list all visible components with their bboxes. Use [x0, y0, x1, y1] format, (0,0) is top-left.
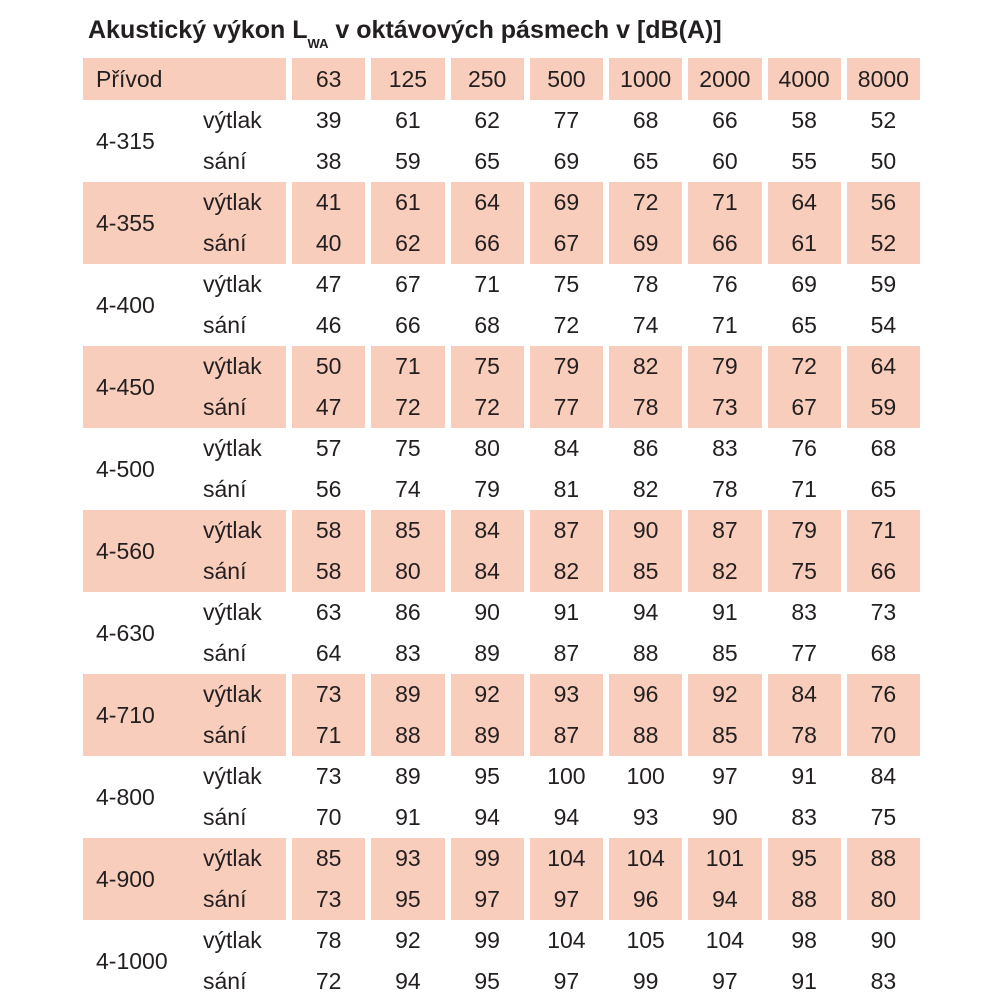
value-cell-vytlak-2000: 97: [682, 756, 761, 797]
value-cell-sani-250: 89: [445, 715, 524, 756]
table-group-4-710: [83, 674, 920, 756]
mode-label-sani: sání: [203, 715, 286, 756]
value-cell-vytlak-250: 92: [445, 674, 524, 715]
size-cell: 4-630: [96, 619, 155, 646]
mode-label-sani: sání: [203, 640, 247, 666]
value-cell-sani-500: 97: [524, 961, 603, 1000]
table-group-4-630: [83, 592, 920, 674]
value-cell-vytlak-250: 80: [445, 428, 524, 469]
value-cell-sani-125: 95: [365, 879, 444, 920]
table-group-4-800: [83, 756, 920, 838]
value-cell-sani-63: 56: [286, 469, 365, 510]
value-cell-sani-4000: 77: [762, 633, 841, 674]
size-cell: 4-500: [96, 455, 155, 482]
value-cell-vytlak-2000: 71: [682, 182, 761, 223]
value-cell-sani-63: 38: [286, 141, 365, 182]
size-cell: 4-1000: [96, 947, 168, 974]
table-group-4-1000: [83, 920, 920, 1000]
mode-label-vytlak: výtlak: [203, 346, 286, 387]
value-cell-sani-500: 87: [524, 633, 603, 674]
value-cell-sani-125: 94: [365, 961, 444, 1000]
title-subscript: WA: [307, 36, 329, 51]
value-cell-vytlak-63: 73: [286, 674, 365, 715]
value-cell-sani-2000: 85: [682, 633, 761, 674]
value-cell-sani-8000: 70: [841, 715, 920, 756]
size-cell: 4-450: [83, 346, 203, 428]
value-cell-vytlak-8000: 84: [841, 756, 920, 797]
value-cell-sani-4000: 88: [762, 879, 841, 920]
value-cell-vytlak-1000: 105: [603, 920, 682, 961]
value-cell-sani-2000: 94: [682, 879, 761, 920]
value-cell-sani-4000: 71: [762, 469, 841, 510]
mode-label-vytlak: výtlak: [203, 927, 262, 953]
value-cell-vytlak-250: 95: [445, 756, 524, 797]
table-group-4-400: [83, 264, 920, 346]
value-cell-vytlak-1000: 78: [603, 264, 682, 305]
table-group-4-450: [83, 346, 920, 428]
value-cell-vytlak-125: 92: [365, 920, 444, 961]
value-cell-sani-1000: 99: [603, 961, 682, 1000]
mode-label-sani: sání: [203, 312, 247, 338]
value-cell-vytlak-63: 39: [286, 100, 365, 141]
value-cell-vytlak-125: 86: [365, 592, 444, 633]
value-cell-vytlak-125: 89: [365, 756, 444, 797]
value-cell-sani-250: 66: [445, 223, 524, 264]
value-cell-sani-2000: 60: [682, 141, 761, 182]
value-cell-sani-250: 79: [445, 469, 524, 510]
value-cell-sani-63: 64: [286, 633, 365, 674]
value-cell-sani-2000: 97: [682, 961, 761, 1000]
value-cell-sani-500: 87: [524, 715, 603, 756]
value-cell-vytlak-500: 104: [524, 838, 603, 879]
title-suffix: v oktávových pásmech v [dB(A)]: [328, 16, 722, 44]
value-cell-vytlak-2000: 104: [682, 920, 761, 961]
table-header-row: [83, 58, 920, 100]
value-cell-sani-4000: 67: [762, 387, 841, 428]
value-cell-vytlak-63: 85: [286, 838, 365, 879]
size-cell: 4-710: [83, 674, 203, 756]
value-cell-sani-2000: 73: [682, 387, 761, 428]
mode-label-sani: sání: [203, 476, 247, 502]
value-cell-sani-2000: 66: [682, 223, 761, 264]
value-cell-vytlak-4000: 91: [762, 756, 841, 797]
mode-label-vytlak: výtlak: [203, 107, 262, 133]
value-cell-vytlak-4000: 72: [762, 346, 841, 387]
size-cell: 4-900: [83, 838, 203, 920]
value-cell-vytlak-500: 91: [524, 592, 603, 633]
value-cell-sani-1000: 85: [603, 551, 682, 592]
value-cell-sani-63: 58: [286, 551, 365, 592]
header-cell-freq-8000: 8000: [841, 58, 920, 100]
value-cell-vytlak-2000: 76: [682, 264, 761, 305]
mode-label-vytlak: výtlak: [203, 674, 286, 715]
value-cell-sani-500: 97: [524, 879, 603, 920]
table-group-4-900: [83, 838, 920, 920]
mode-label-sani: sání: [203, 387, 286, 428]
mode-label-sani: sání: [203, 148, 247, 174]
value-cell-sani-250: 84: [445, 551, 524, 592]
value-cell-sani-125: 88: [365, 715, 444, 756]
value-cell-sani-8000: 68: [841, 633, 920, 674]
value-cell-vytlak-1000: 100: [603, 756, 682, 797]
value-cell-vytlak-2000: 101: [682, 838, 761, 879]
value-cell-vytlak-2000: 83: [682, 428, 761, 469]
value-cell-vytlak-4000: 64: [762, 182, 841, 223]
value-cell-sani-4000: 83: [762, 797, 841, 838]
value-cell-vytlak-4000: 58: [762, 100, 841, 141]
value-cell-sani-1000: 78: [603, 387, 682, 428]
value-cell-sani-8000: 65: [841, 469, 920, 510]
value-cell-sani-63: 70: [286, 797, 365, 838]
value-cell-sani-4000: 61: [762, 223, 841, 264]
value-cell-sani-8000: 52: [841, 223, 920, 264]
value-cell-sani-125: 83: [365, 633, 444, 674]
value-cell-sani-4000: 91: [762, 961, 841, 1000]
table-group-4-315: [83, 100, 920, 182]
size-cell: 4-800: [96, 783, 155, 810]
value-cell-sani-8000: 80: [841, 879, 920, 920]
mode-label-vytlak: výtlak: [203, 435, 262, 461]
value-cell-sani-8000: 54: [841, 305, 920, 346]
mode-label-vytlak: výtlak: [203, 510, 286, 551]
value-cell-sani-500: 77: [524, 387, 603, 428]
value-cell-sani-2000: 78: [682, 469, 761, 510]
value-cell-sani-500: 72: [524, 305, 603, 346]
mode-label-sani: sání: [203, 551, 286, 592]
header-cell-freq-2000: 2000: [682, 58, 761, 100]
value-cell-sani-1000: 88: [603, 633, 682, 674]
value-cell-vytlak-63: 50: [286, 346, 365, 387]
value-cell-vytlak-4000: 98: [762, 920, 841, 961]
value-cell-vytlak-1000: 82: [603, 346, 682, 387]
value-cell-sani-250: 97: [445, 879, 524, 920]
value-cell-sani-63: 46: [286, 305, 365, 346]
acoustic-power-table: [83, 58, 920, 1000]
value-cell-vytlak-8000: 73: [841, 592, 920, 633]
value-cell-sani-125: 66: [365, 305, 444, 346]
value-cell-vytlak-250: 99: [445, 838, 524, 879]
value-cell-vytlak-1000: 104: [603, 838, 682, 879]
value-cell-vytlak-8000: 59: [841, 264, 920, 305]
value-cell-sani-8000: 50: [841, 141, 920, 182]
value-cell-sani-8000: 83: [841, 961, 920, 1000]
value-cell-sani-125: 91: [365, 797, 444, 838]
value-cell-sani-8000: 75: [841, 797, 920, 838]
value-cell-vytlak-4000: 84: [762, 674, 841, 715]
value-cell-sani-125: 72: [365, 387, 444, 428]
value-cell-vytlak-125: 85: [365, 510, 444, 551]
value-cell-vytlak-250: 99: [445, 920, 524, 961]
header-cell-freq-63: 63: [286, 58, 365, 100]
value-cell-sani-2000: 85: [682, 715, 761, 756]
value-cell-vytlak-8000: 71: [841, 510, 920, 551]
table-group-4-355: [83, 182, 920, 264]
value-cell-vytlak-4000: 69: [762, 264, 841, 305]
value-cell-vytlak-63: 63: [286, 592, 365, 633]
value-cell-sani-500: 69: [524, 141, 603, 182]
value-cell-vytlak-2000: 66: [682, 100, 761, 141]
value-cell-vytlak-125: 71: [365, 346, 444, 387]
value-cell-sani-63: 40: [286, 223, 365, 264]
value-cell-vytlak-500: 79: [524, 346, 603, 387]
value-cell-vytlak-125: 75: [365, 428, 444, 469]
value-cell-sani-2000: 82: [682, 551, 761, 592]
value-cell-vytlak-8000: 56: [841, 182, 920, 223]
value-cell-vytlak-250: 64: [445, 182, 524, 223]
size-cell: 4-400: [96, 291, 155, 318]
mode-label-vytlak: výtlak: [203, 838, 286, 879]
mode-label-sani: sání: [203, 879, 286, 920]
value-cell-sani-250: 65: [445, 141, 524, 182]
value-cell-sani-63: 71: [286, 715, 365, 756]
value-cell-vytlak-4000: 79: [762, 510, 841, 551]
value-cell-vytlak-63: 73: [286, 756, 365, 797]
value-cell-vytlak-125: 89: [365, 674, 444, 715]
value-cell-vytlak-2000: 87: [682, 510, 761, 551]
size-cell: 4-315: [96, 127, 155, 154]
value-cell-vytlak-63: 58: [286, 510, 365, 551]
value-cell-vytlak-250: 84: [445, 510, 524, 551]
header-cell-freq-1000: 1000: [603, 58, 682, 100]
value-cell-sani-1000: 82: [603, 469, 682, 510]
value-cell-vytlak-4000: 76: [762, 428, 841, 469]
value-cell-vytlak-1000: 96: [603, 674, 682, 715]
value-cell-vytlak-8000: 64: [841, 346, 920, 387]
header-cell-freq-250: 250: [445, 58, 524, 100]
value-cell-sani-250: 72: [445, 387, 524, 428]
mode-label-vytlak: výtlak: [203, 763, 262, 789]
value-cell-sani-4000: 75: [762, 551, 841, 592]
value-cell-sani-8000: 66: [841, 551, 920, 592]
value-cell-sani-125: 74: [365, 469, 444, 510]
table-group-4-560: [83, 510, 920, 592]
value-cell-vytlak-8000: 68: [841, 428, 920, 469]
table-group-4-500: [83, 428, 920, 510]
value-cell-vytlak-1000: 90: [603, 510, 682, 551]
value-cell-sani-500: 82: [524, 551, 603, 592]
table-body: [83, 100, 920, 1000]
value-cell-sani-63: 47: [286, 387, 365, 428]
title-prefix: Akustický výkon L: [88, 16, 308, 44]
value-cell-vytlak-125: 67: [365, 264, 444, 305]
value-cell-sani-250: 95: [445, 961, 524, 1000]
mode-label-sani: sání: [203, 804, 247, 830]
value-cell-vytlak-500: 93: [524, 674, 603, 715]
value-cell-sani-125: 62: [365, 223, 444, 264]
value-cell-sani-4000: 55: [762, 141, 841, 182]
value-cell-vytlak-63: 47: [286, 264, 365, 305]
value-cell-sani-63: 72: [286, 961, 365, 1000]
value-cell-vytlak-250: 90: [445, 592, 524, 633]
value-cell-vytlak-1000: 94: [603, 592, 682, 633]
value-cell-vytlak-125: 61: [365, 100, 444, 141]
value-cell-vytlak-125: 61: [365, 182, 444, 223]
value-cell-sani-125: 80: [365, 551, 444, 592]
value-cell-vytlak-2000: 92: [682, 674, 761, 715]
header-cell-freq-125: 125: [365, 58, 444, 100]
size-cell: 4-560: [83, 510, 203, 592]
value-cell-vytlak-4000: 83: [762, 592, 841, 633]
header-cell-privod: Přívod: [83, 58, 286, 100]
value-cell-sani-2000: 90: [682, 797, 761, 838]
value-cell-vytlak-500: 77: [524, 100, 603, 141]
header-cell-freq-4000: 4000: [762, 58, 841, 100]
mode-label-vytlak: výtlak: [203, 182, 286, 223]
value-cell-vytlak-500: 84: [524, 428, 603, 469]
mode-label-sani: sání: [203, 223, 286, 264]
value-cell-vytlak-1000: 68: [603, 100, 682, 141]
value-cell-vytlak-8000: 76: [841, 674, 920, 715]
header-cell-freq-500: 500: [524, 58, 603, 100]
value-cell-sani-4000: 78: [762, 715, 841, 756]
value-cell-vytlak-125: 93: [365, 838, 444, 879]
value-cell-sani-250: 68: [445, 305, 524, 346]
value-cell-vytlak-500: 100: [524, 756, 603, 797]
value-cell-vytlak-1000: 72: [603, 182, 682, 223]
value-cell-sani-8000: 59: [841, 387, 920, 428]
value-cell-vytlak-63: 78: [286, 920, 365, 961]
size-cell: 4-355: [83, 182, 203, 264]
value-cell-sani-250: 94: [445, 797, 524, 838]
value-cell-vytlak-500: 75: [524, 264, 603, 305]
value-cell-sani-2000: 71: [682, 305, 761, 346]
value-cell-vytlak-63: 57: [286, 428, 365, 469]
value-cell-vytlak-500: 69: [524, 182, 603, 223]
value-cell-sani-1000: 74: [603, 305, 682, 346]
value-cell-sani-1000: 96: [603, 879, 682, 920]
value-cell-sani-1000: 93: [603, 797, 682, 838]
value-cell-sani-1000: 69: [603, 223, 682, 264]
value-cell-sani-1000: 65: [603, 141, 682, 182]
value-cell-vytlak-4000: 95: [762, 838, 841, 879]
value-cell-vytlak-2000: 79: [682, 346, 761, 387]
value-cell-sani-1000: 88: [603, 715, 682, 756]
value-cell-sani-125: 59: [365, 141, 444, 182]
value-cell-vytlak-2000: 91: [682, 592, 761, 633]
value-cell-vytlak-250: 71: [445, 264, 524, 305]
value-cell-sani-63: 73: [286, 879, 365, 920]
value-cell-vytlak-8000: 52: [841, 100, 920, 141]
mode-label-vytlak: výtlak: [203, 271, 262, 297]
value-cell-vytlak-500: 104: [524, 920, 603, 961]
value-cell-sani-500: 67: [524, 223, 603, 264]
value-cell-sani-4000: 65: [762, 305, 841, 346]
value-cell-vytlak-63: 41: [286, 182, 365, 223]
mode-label-vytlak: výtlak: [203, 599, 262, 625]
page-title: [88, 15, 722, 51]
value-cell-vytlak-500: 87: [524, 510, 603, 551]
value-cell-vytlak-1000: 86: [603, 428, 682, 469]
value-cell-vytlak-8000: 88: [841, 838, 920, 879]
value-cell-vytlak-8000: 90: [841, 920, 920, 961]
value-cell-vytlak-250: 62: [445, 100, 524, 141]
mode-label-sani: sání: [203, 968, 247, 994]
value-cell-sani-500: 81: [524, 469, 603, 510]
value-cell-vytlak-250: 75: [445, 346, 524, 387]
value-cell-sani-250: 89: [445, 633, 524, 674]
value-cell-sani-500: 94: [524, 797, 603, 838]
